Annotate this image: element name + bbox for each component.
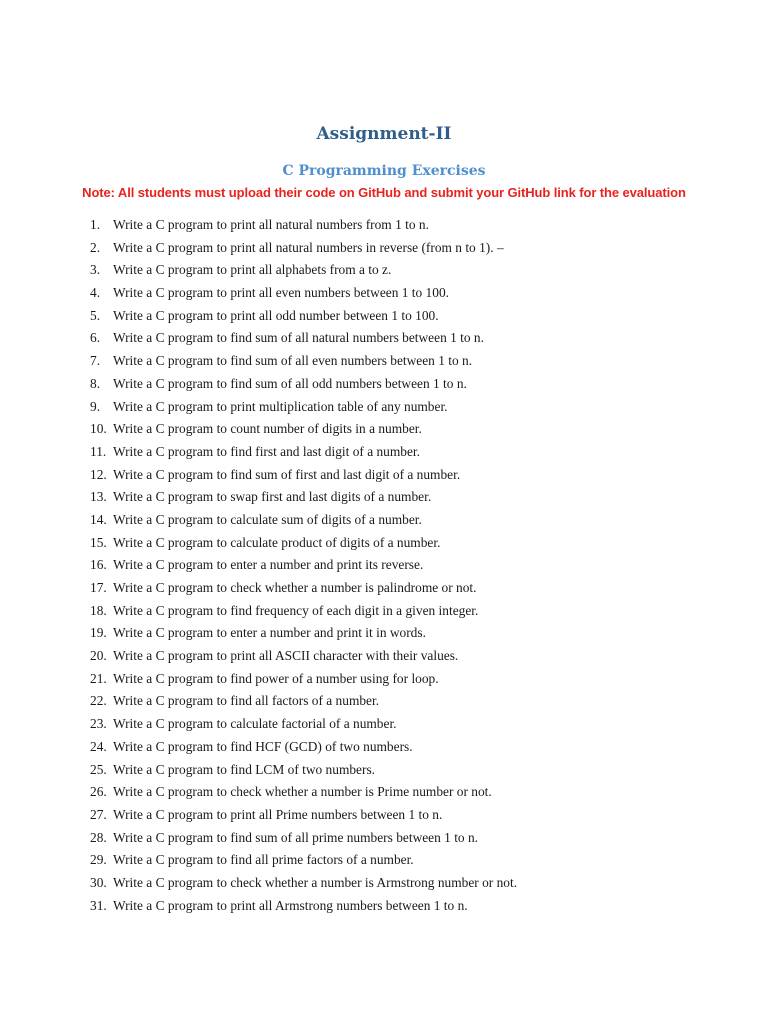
list-item (90, 600, 730, 623)
list-item-text: Write a C program to print all even numbers between 1 to 100. (113, 285, 449, 301)
list-item-number: 6. (90, 330, 101, 346)
list-item-text: Write a C program to print all odd number between 1 to 100. (113, 307, 439, 323)
list-item-number: 4. (90, 285, 101, 301)
list-item-text: Write a C program to print all alphabets from a to z. (113, 262, 392, 278)
list-item-text: Write a C program to print all ASCII character with their values. (113, 648, 459, 664)
list-item-number: 24. (90, 738, 107, 754)
list-item-number: 20. (90, 648, 107, 664)
list-item-text: Write a C program to find first and last digit of a number. (113, 443, 421, 459)
list-item-text: Write a C program to find all factors of a number. (113, 693, 380, 709)
list-item (90, 441, 730, 464)
list-item-text: Write a C program to find sum of all prime numbers between 1 to n. (113, 829, 479, 845)
list-item-number: 23. (90, 716, 107, 732)
list-item (90, 418, 730, 441)
list-item (90, 554, 730, 577)
list-item (90, 668, 730, 691)
list-item-number: 27. (90, 806, 107, 822)
list-item-text: Write a C program to print multiplication table of any number. (113, 398, 448, 414)
list-item-text: Write a C program to swap first and last digits of a number. (113, 489, 432, 505)
list-item-number: 19. (90, 625, 107, 641)
list-item-text: Write a C program to count number of digits in a number. (113, 421, 422, 437)
list-item-text: Write a C program to find all prime factors of a number. (113, 852, 414, 868)
list-item (90, 509, 730, 532)
page-title: Assignment-II (316, 124, 452, 144)
list-item-text: Write a C program to find power of a number using for loop. (113, 670, 439, 686)
list-item-text: Write a C program to check whether a number is palindrome or not. (113, 580, 477, 595)
list-item-text: Write a C program to calculate sum of digits of a number. (113, 511, 422, 527)
list-item (90, 781, 730, 804)
list-item-text: Write a C program to check whether a number is Armstrong number or not. (113, 874, 518, 890)
list-item (90, 486, 730, 509)
list-item-text: Write a C program to find sum of all even numbers between 1 to n. (113, 353, 473, 369)
list-item-text: Write a C program to find HCF (GCD) of two numbers. (113, 738, 413, 754)
list-item (90, 622, 730, 645)
list-item (90, 237, 730, 260)
list-item (90, 736, 730, 759)
list-item (90, 759, 730, 782)
list-item-text: Write a C program to find sum of all odd numbers between 1 to n. (113, 375, 467, 391)
list-item-text: Write a C program to print all Armstrong numbers between 1 to n. (113, 897, 468, 913)
list-item-text: Write a C program to calculate product of digits of a number. (113, 534, 441, 550)
list-item-number: 17. (90, 580, 107, 595)
list-item-text: Write a C program to enter a number and print it in words. (113, 625, 426, 641)
list-item (90, 849, 730, 872)
list-item-number: 22. (90, 693, 107, 709)
list-item-number: 3. (90, 262, 101, 278)
list-item-text: Write a C program to find LCM of two numbers. (113, 761, 376, 777)
list-item (90, 577, 730, 600)
list-item (90, 327, 730, 350)
list-item (90, 259, 730, 282)
list-item-number: 1. (90, 217, 101, 232)
list-item-text: Write a C program to calculate factorial of a number. (113, 716, 397, 732)
list-item (90, 872, 730, 895)
list-item (90, 532, 730, 555)
list-item-text: Write a C program to enter a number and print its reverse. (113, 557, 424, 573)
list-item (90, 214, 730, 237)
list-item-text: Write a C program to check whether a number is Prime number or not. (113, 784, 492, 800)
list-item-number: 11. (90, 443, 107, 459)
list-item-text: Write a C program to print all natural numbers in reverse (from n to 1). – (113, 239, 504, 255)
submission-note: Note: All students must upload their code on GitHub and submit your GitHub link for the evaluation (82, 185, 686, 200)
list-item-text: Write a C program to print all natural numbers from 1 to n. (113, 217, 429, 232)
list-item (90, 464, 730, 487)
list-item-number: 16. (90, 557, 107, 573)
list-item-number: 21. (90, 670, 107, 686)
page-subtitle: C Programming Exercises (282, 163, 486, 179)
list-item-number: 25. (90, 761, 107, 777)
exercise-list (90, 214, 730, 917)
list-item-number: 30. (90, 874, 107, 890)
list-item (90, 827, 730, 850)
list-item (90, 282, 730, 305)
list-item-number: 28. (90, 829, 107, 845)
list-item-text: Write a C program to find sum of first and last digit of a number. (113, 466, 461, 482)
list-item-number: 2. (90, 239, 101, 255)
list-item (90, 804, 730, 827)
list-item-number: 31. (90, 897, 107, 913)
list-item-text: Write a C program to find frequency of each digit in a given integer. (113, 602, 479, 618)
list-item (90, 350, 730, 373)
list-item (90, 373, 730, 396)
list-item-number: 9. (90, 398, 101, 414)
list-item-number: 8. (90, 375, 101, 391)
list-item (90, 690, 730, 713)
list-item-number: 18. (90, 602, 107, 618)
list-item-number: 5. (90, 307, 101, 323)
list-item (90, 895, 730, 918)
list-item (90, 713, 730, 736)
list-item-number: 29. (90, 852, 107, 868)
list-item-number: 13. (90, 489, 107, 505)
list-item-number: 12. (90, 466, 107, 482)
list-item-text: Write a C program to print all Prime numbers between 1 to n. (113, 806, 443, 822)
list-item-text: Write a C program to find sum of all natural numbers between 1 to n. (113, 330, 484, 346)
list-item (90, 305, 730, 328)
list-item (90, 645, 730, 668)
list-item-number: 26. (90, 784, 107, 800)
list-item-number: 14. (90, 511, 107, 527)
list-item (90, 396, 730, 419)
list-item-number: 15. (90, 534, 107, 550)
list-item-number: 7. (90, 353, 101, 369)
list-item-number: 10. (90, 421, 107, 437)
